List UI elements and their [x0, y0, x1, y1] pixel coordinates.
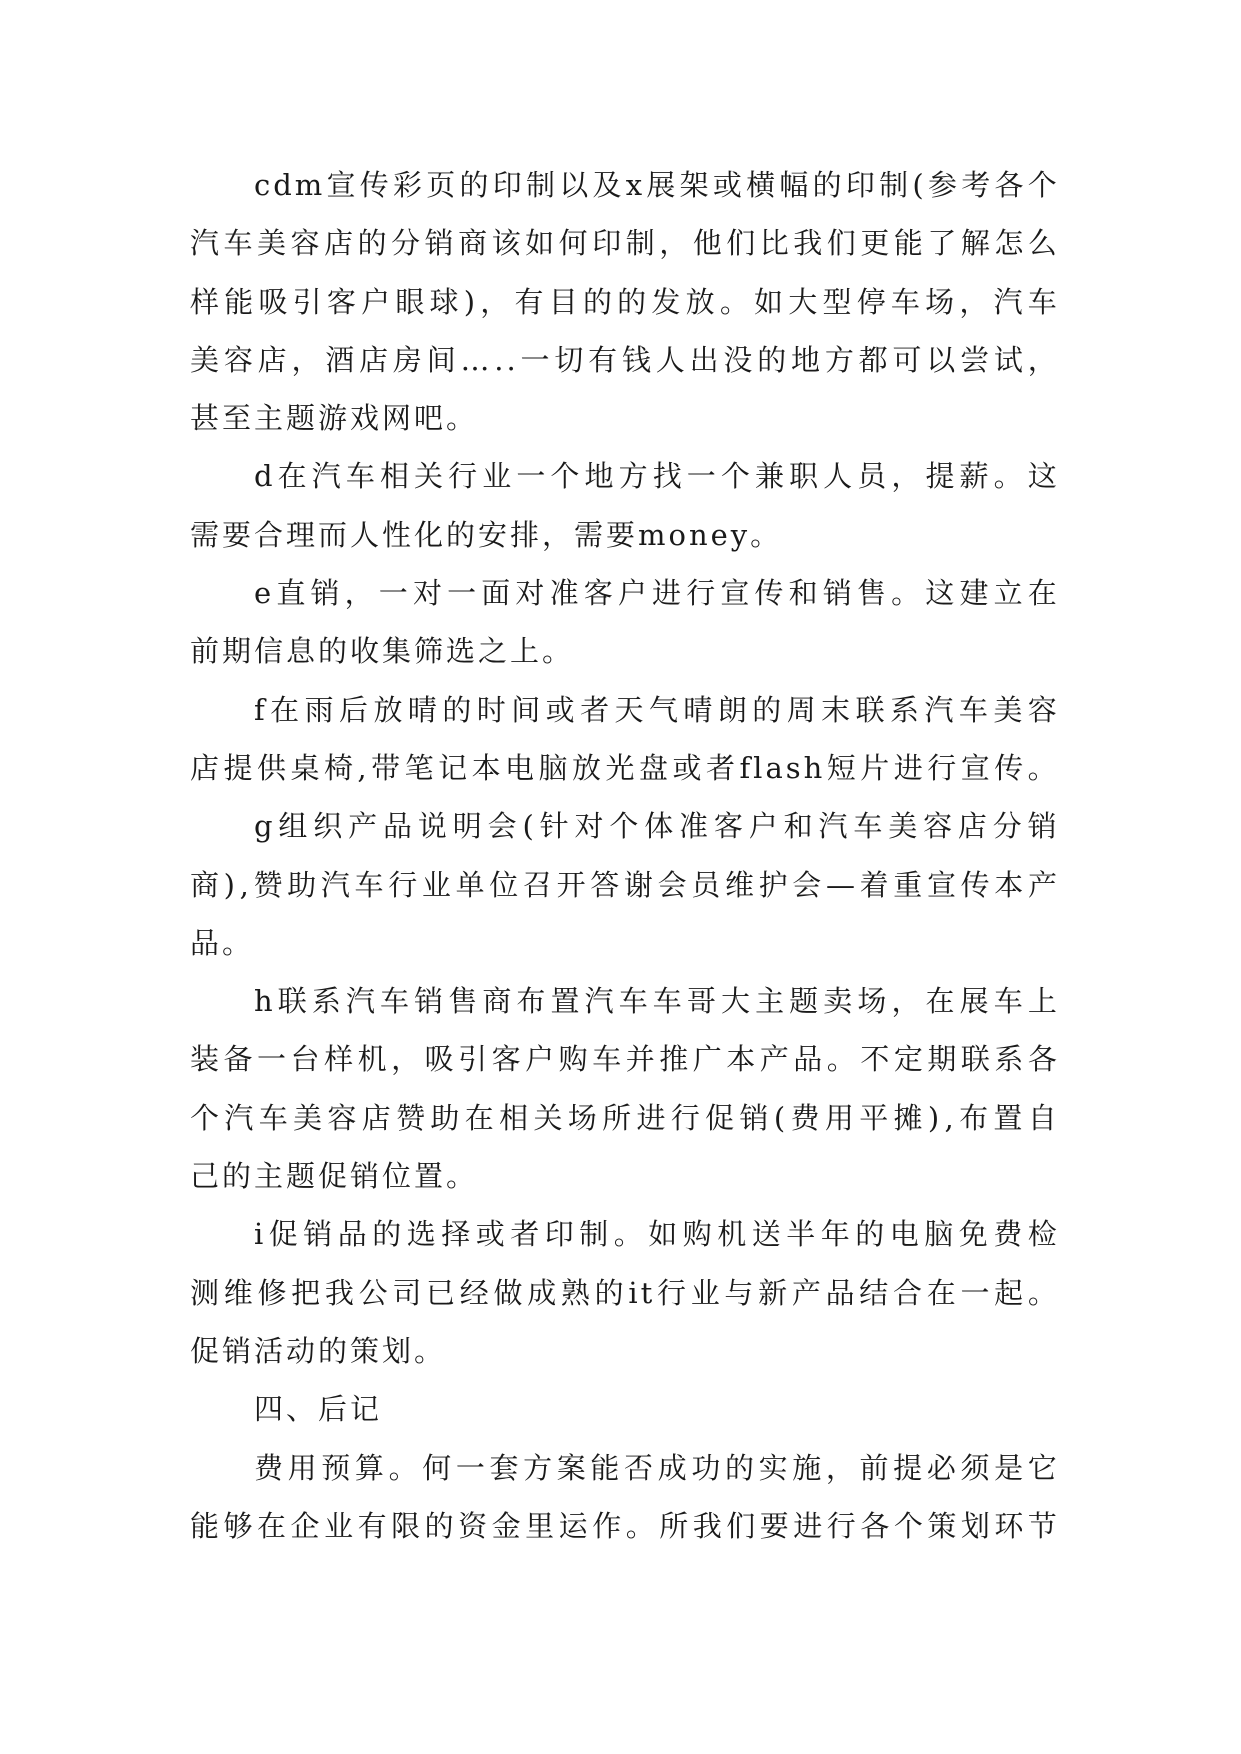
text-line: h 联 系 汽 车 销 售 商 布 置 汽 车 车 哥 大 主 题 卖 场 ， 在 展 车 上 — [254, 984, 1060, 1019]
text-line: f 在 雨 后 放 晴 的 时 间 或 者 天 气 晴 朗 的 周 末 联 系 汽 车 美 容 — [254, 692, 1060, 727]
text-line: 个 汽 车 美 容 店 赞 助 在 相 关 场 所 进 行 促 销 ( 费 用 平 摊 ) , 布 置 自 — [190, 1100, 1060, 1135]
text-line: 品。 — [190, 925, 255, 960]
text-line: 商 ) , 赞 助 汽 车 行 业 单 位 召 开 答 谢 会 员 维 护 会 — 着 重 宣 传 本 产 — [190, 867, 1060, 902]
text-line: 四、后记 — [254, 1392, 383, 1427]
text-line: cdm 宣 传 彩 页 的 印 制 以 及 x 展 架 或 横 幅 的 印 制 ( 参 考 各 个 — [254, 168, 1060, 202]
text-line: 汽 车 美 容 店 的 分 销 商 该 如 何 印 制 ， 他 们 比 我 们 更 能 了 解 怎 么 — [190, 226, 1060, 261]
text-line: 费 用 预 算 。 何 一 套 方 案 能 否 成 功 的 实 施 ， 前 提 必 须 是 它 — [254, 1450, 1060, 1485]
text-line: g 组 织 产 品 说 明 会 ( 针 对 个 体 准 客 户 和 汽 车 美 容 店 分 销 — [254, 809, 1060, 844]
document-body — [190, 156, 1060, 1555]
text-line: 店 提 供 桌 椅 , 带 笔 记 本 电 脑 放 光 盘 或 者 flash 短 片 进 行 宣 传 。 — [190, 750, 1060, 785]
text-line: 测 维 修 把 我 公 司 已 经 做 成 熟 的 it 行 业 与 新 产 品 结 合 在 一 起 。 — [190, 1275, 1060, 1310]
text-line: d 在 汽 车 相 关 行 业 一 个 地 方 找 一 个 兼 职 人 员 ， 提 薪 。 这 — [254, 459, 1060, 494]
text-line: 样 能 吸 引 客 户 眼 球 ) ， 有 目 的 的 发 放 。 如 大 型 停 车 场 ， 汽 车 — [190, 284, 1060, 319]
text-line: 装 备 一 台 样 机 ， 吸 引 客 户 购 车 并 推 广 本 产 品 。 不 定 期 联 系 各 — [190, 1042, 1060, 1077]
text-line: 己的主题促销位置。 — [190, 1159, 479, 1194]
text-line: i 促 销 品 的 选 择 或 者 印 制 。 如 购 机 送 半 年 的 电 脑 免 费 检 — [254, 1217, 1060, 1252]
text-line: 促销活动的策划。 — [190, 1333, 447, 1368]
text-line: e 直 销 ， 一 对 一 面 对 准 客 户 进 行 宣 传 和 销 售 。 这 建 立 在 — [254, 576, 1060, 611]
text-line: 甚至主题游戏网吧。 — [190, 401, 479, 436]
text-line: 需要合理而人性化的安排，需要money。 — [190, 517, 783, 552]
text-line: 前期信息的收集筛选之上。 — [190, 634, 575, 669]
text-line: 能 够 在 企 业 有 限 的 资 金 里 运 作 。 所 我 们 要 进 行 各 个 策 划 环 节 — [190, 1508, 1060, 1543]
text-line: 美 容 店 ， 酒 店 房 间 … .. 一 切 有 钱 人 出 没 的 地 方 都 可 以 尝 试 ， — [190, 342, 1060, 377]
